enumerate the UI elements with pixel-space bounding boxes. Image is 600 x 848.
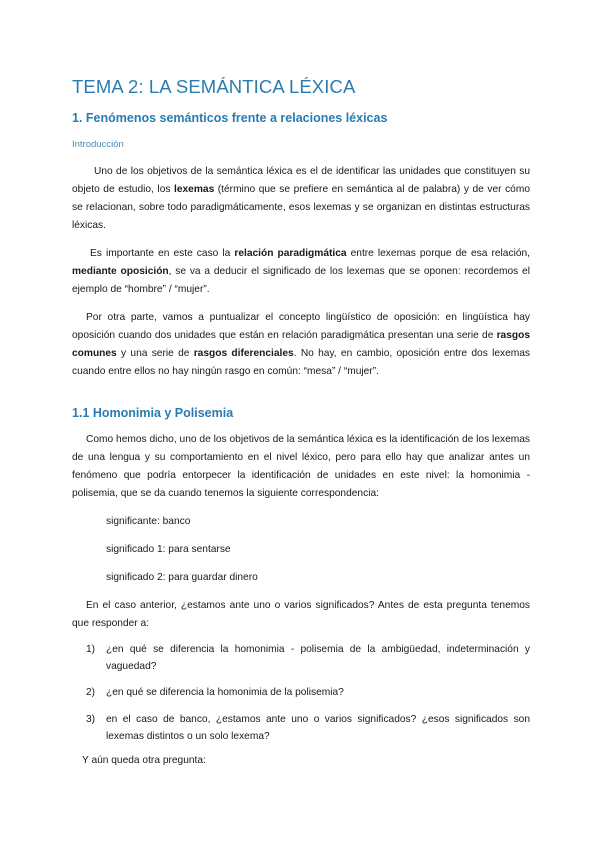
paragraph-1: Uno de los objetivos de la semántica léxica es el de identificar las unidades que constituyen su objeto de estudio, los lexemas (término que se prefiere en semántica al de palabra) y de ver cómo se relacionan, sobre todo paradigmáticamente, esos lexemas y se organizan en distintas estructuras léxicas. (72, 166, 530, 231)
paragraph-6: Y aún queda otra pregunta: (82, 755, 206, 766)
example-significado-2: significado 2: para guardar dinero (106, 572, 258, 583)
question-list-item-3 (72, 711, 530, 745)
paragraph-3: Por otra parte, vamos a puntualizar el concepto lingüístico de oposición: en lingüística hay oposición cuando dos unidades que están en relación paradigmática presentan una serie de rasgos comunes y una serie de rasgos diferenciales. No hay, en cambio, oposición entre dos lexemas cuando entre ellos no hay ningún rasgo en común: “mesa” / “mujer”. (72, 312, 531, 377)
paragraph-5: En el caso anterior, ¿estamos ante uno o varios significados? Antes de esta pregunta tenemos que responder a: (72, 600, 530, 629)
list-number: 1) (86, 644, 96, 655)
subsection-label-intro: Introducción (72, 139, 124, 150)
question-list-item-1 (72, 641, 530, 675)
section-heading-1-1: 1.1 Homonimia y Polisemia (72, 406, 234, 420)
list-number: 3) (86, 714, 96, 725)
paragraph-2: Es importante en este caso la relación paradigmática entre lexemas porque de esa relación, mediante oposición, se va a deducir el significado de los lexemas que se oponen: recordemos el ejemplo de “hombre” / “mujer”. (72, 248, 530, 295)
list-number: 2) (86, 687, 96, 698)
example-significante: significante: banco (106, 516, 191, 527)
section-heading-1: 1. Fenómenos semánticos frente a relaciones léxicas (72, 111, 388, 125)
list-item-text: ¿en qué se diferencia la homonimia - polisemia de la ambigüedad, indeterminación y vaguedad? (106, 644, 530, 672)
paragraph-4: Como hemos dicho, uno de los objetivos de la semántica léxica es la identificación de los lexemas de una lengua y su comportamiento en el nivel léxico, pero para ello hay que analizar antes un fenómeno que podría entorpecer la identificación de unidades en este nivel: la homonimia - polisemia, que se da cuando tenemos la siguiente correspondencia: (72, 434, 530, 499)
question-list-item-2 (72, 684, 530, 701)
page-title: TEMA 2: LA SEMÁNTICA LÉXICA (72, 76, 356, 97)
list-item-text: ¿en qué se diferencia la homonimia de la polisemia? (106, 687, 344, 698)
list-item-text: en el caso de banco, ¿estamos ante uno o varios significados? ¿esos significados son lexemas distintos o un solo lexema? (106, 714, 530, 742)
example-significado-1: significado 1: para sentarse (106, 544, 231, 555)
